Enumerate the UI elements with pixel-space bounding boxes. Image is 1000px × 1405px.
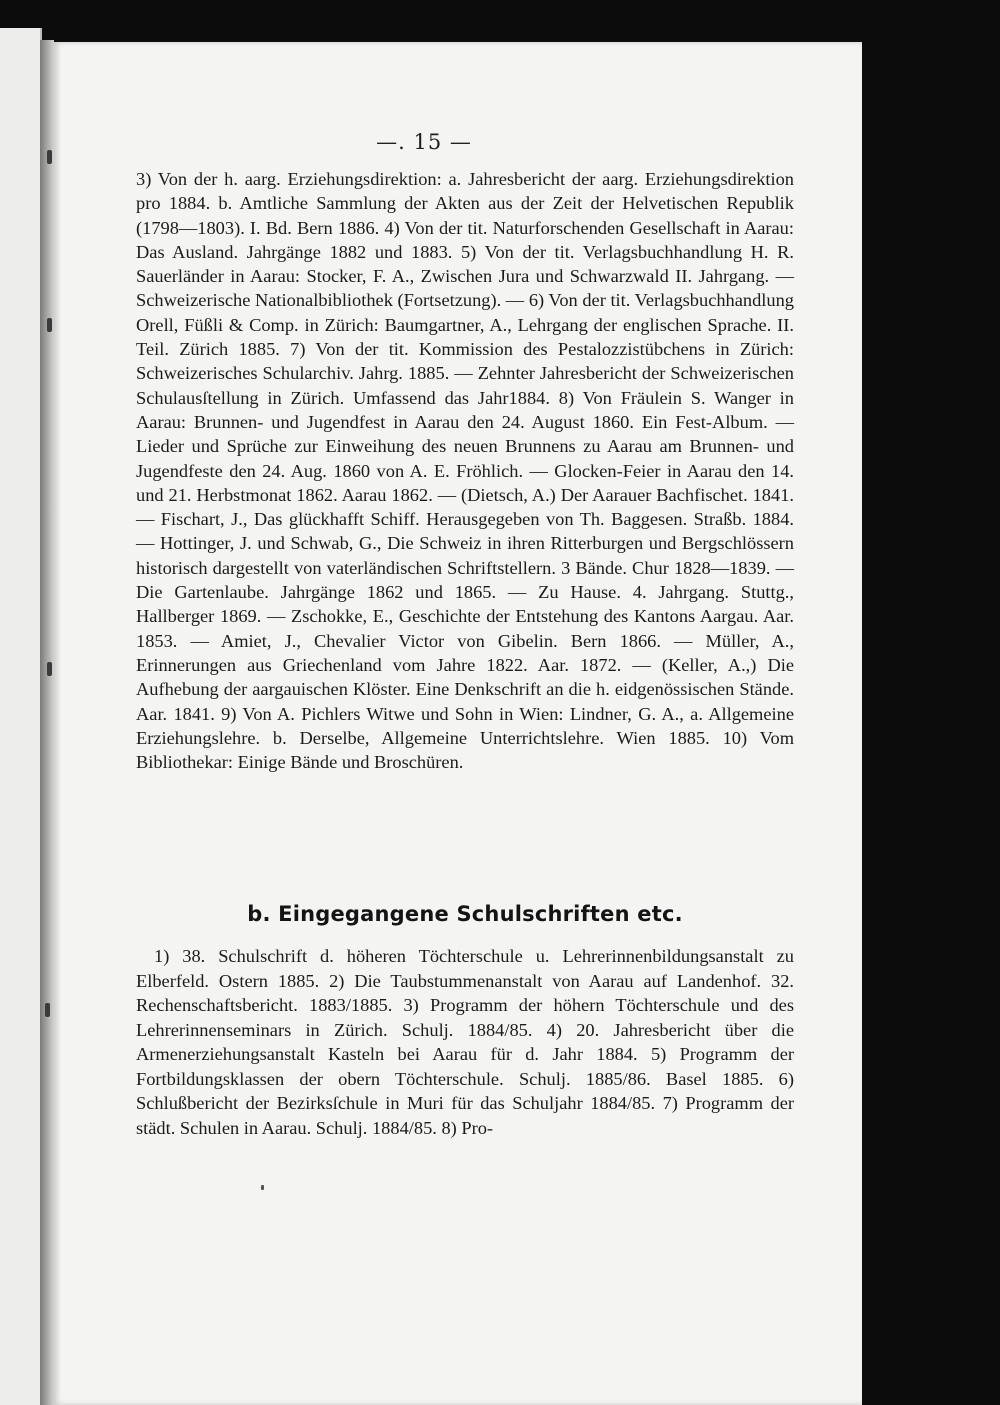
scan-speck — [261, 1185, 264, 1190]
paragraph-donations: 3) Von der h. aarg. Erziehungsdirektion: a. Jahresbericht der aarg. Erziehungsdirektion pro 1884. b. Amtliche Sammlung der Akten aus der Zeit der Helvetischen Republik (1798—1803). I. Bd. Bern 1886. 4) Von der tit. Naturforschenden Gesellschaft in Aarau: Das Ausland. Jahrgänge 1882 und 1883. 5) Von der tit. Verlagsbuchhandlung H. R. Sauerländer in Aarau: Stocker, F. A., Zwischen Jura und Schwarzwald II. Jahrgang. — Schweizerische Nationalbibliothek (Fortsetzung). — 6) Von der tit. Verlagsbuchhandlung Orell, Füßli & Comp. in Zürich: Baumgartner, A., Lehrgang der englischen Sprache. II. Teil. Zürich 1885. 7) Von der tit. Kommission des Pestalozzistübchens in Zürich: Schweizerisches Schularchiv. Jahrg. 1885. — Zehnter Jahresbericht der Schweizerischen Schulausſtellung in Zürich. Umfassend das Jahr1884. 8) Von Fräulein S. Wanger in Aarau: Brunnen- und Jugendfest in Aarau den 24. August 1860. Ein Fest-Album. — Lieder und Sprüche zur Einweihung des neuen Brunnens zu Aarau am Brunnen- und Jugendfeste den 24. Aug. 1860 von A. E. Fröhlich. — Glocken-Feier in Aarau den 14. und 21. Herbstmonat 1862. Aarau 1862. — (Dietsch, A.) Der Aarauer Bachfischet. 1841. — Fischart, J., Das glückhafft Schiff. Herausgegeben von Th. Baggesen. Straßb. 1884. — Hottinger, J. und Schwab, G., Die Schweiz in ihren Ritterburgen und Bergschlössern historisch dargestellt von vaterländischen Schriftstellern. 3 Bände. Chur 1828—1839. — Die Gartenlaube. Jahrgänge 1862 und 1865. — Zu Hause. 4. Jahrgang. Stuttg., Hallberger 1869. — Zschokke, E., Geschichte der Entstehung des Kantons Aargau. Aar. 1853. — Amiet, J., Chevalier Victor von Gibelin. Bern 1866. — Müller, A., Erinnerungen aus Griechenland vom Jahre 1822. Aar. 1872. — (Keller, A.,) Die Aufhebung der aargauischen Klöster. Eine Denkschrift an die h. eidgenössischen Stände. Aar. 1841. 9) Von A. Pichlers Witwe und Sohn in Wien: Lindner, G. A., a. Allgemeine Erziehungslehre. b. Derselbe, Allgemeine Unterrichtslehre. Wien 1885. 10) Vom Bibliothekar: Einige Bände und Broschüren. — [136, 169, 794, 773]
margin-mark — [47, 150, 52, 164]
margin-mark — [47, 662, 52, 676]
paragraph-school-publications: 1) 38. Schulschrift d. höheren Töchterschule u. Lehrerinnenbildungsanstalt zu Elberfeld. Ostern 1885. 2) Die Taubstummenanstalt von Aarau auf Landenhof. 32. Rechenschaftsbericht. 1883/1885. 3) Programm der höhern Töchterschule und des Lehrerinnenseminars in Zürich. Schulj. 1884/85. 4) 20. Jahresbericht über die Armenerziehungsanstalt Kasteln bei Aarau für d. Jahr 1884. 5) Programm der Fortbildungsklassen der obern Töchterschule. Schulj. 1885/86. Basel 1885. 6) Schlußbericht der Bezirksſchule in Muri für das Schuljahr 1884/85. 7) Programm der städt. Schulen in Aarau. Schulj. 1884/85. 8) Pro- — [136, 946, 794, 1138]
margin-mark — [47, 318, 52, 332]
library-acquisitions-text — [136, 167, 794, 774]
previous-page-edge — [0, 28, 42, 1405]
document-page — [54, 42, 862, 1405]
page-number: —. 15 — — [376, 130, 472, 154]
school-publications-text — [136, 944, 794, 1140]
section-heading: b. Eingegangene Schulschriften etc. — [247, 902, 683, 926]
margin-mark — [45, 1003, 50, 1017]
gutter-shadow — [40, 40, 54, 1405]
